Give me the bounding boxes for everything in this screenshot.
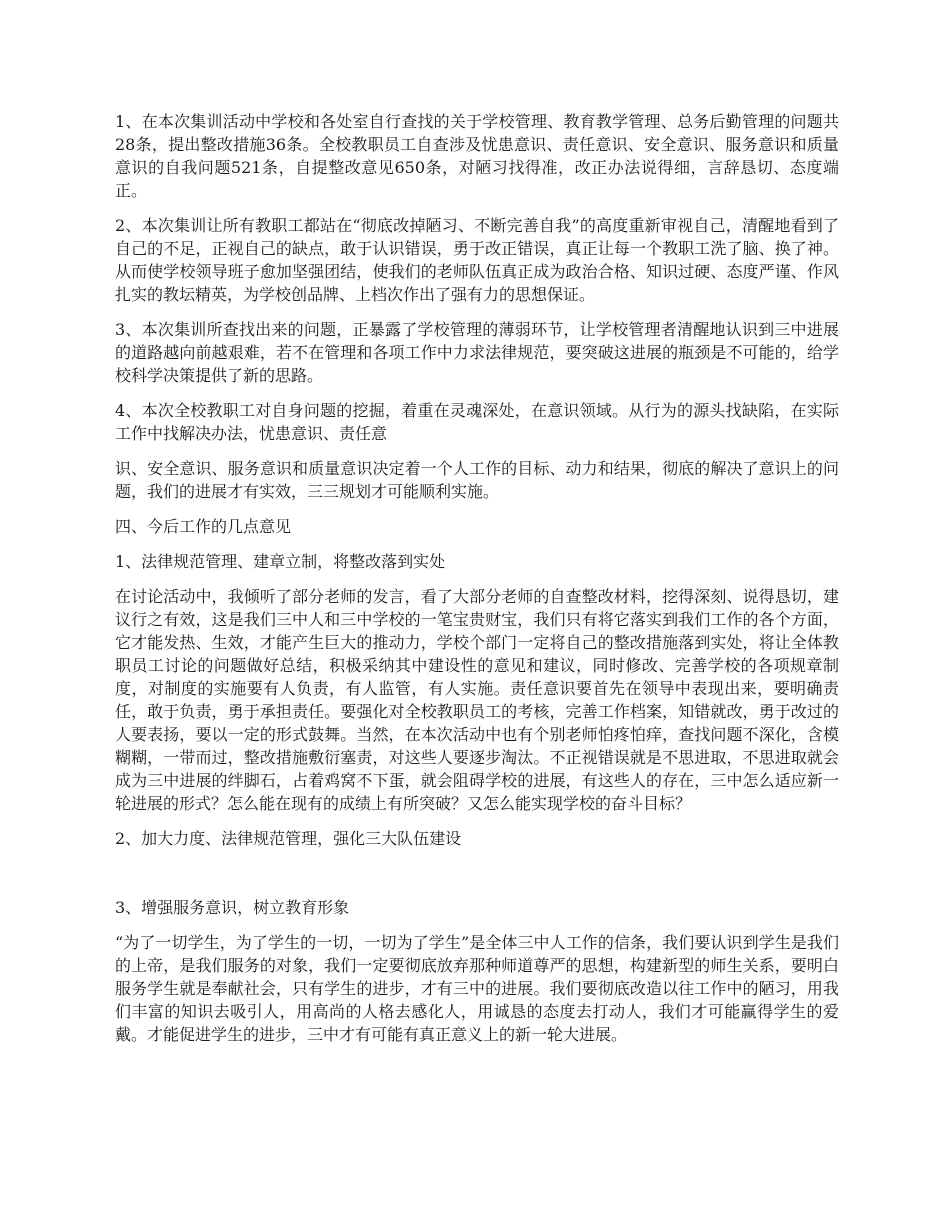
subheading-3: 3、增强服务意识，树立教育形象 — [115, 898, 350, 917]
subheading-2: 2、加大力度、法律规范管理，强化三大队伍建设 — [115, 829, 462, 848]
paragraph-summary-1: 1、在本次集训活动中学校和各处室自行查找的关于学校管理、教育教学管理、总务后勤管理的问题共28条，提出整改措施36条。全校教职员工自查涉及忧患意识、责任意识、安全意识、服务意识和质量意识的自我问题521条，自提整改意见650条，对陋习找得准，改正办法说得细，言辞恳切、态度端正。 — [115, 112, 839, 200]
paragraph-body-1: 在讨论活动中，我倾听了部分老师的发言，看了大部分老师的自查整改材料，挖得深刻、说得恳切，建议行之有效，这是我们三中人和三中学校的一笔宝贵财宝，我们只有将它落实到我们工作的各个方面，它才能发热、生效，才能产生巨大的推动力，学校个部门一定将自己的整改措施落到实处，将让全体教职员工讨论的问题做好总结，积极采纳其中建设性的意见和建议，同时修改、完善学校的各项规章制度，对制度的实施要有人负责，有人监管，有人实施。责任意识要首先在领导中表现出来，要明确责任，敢于负责，勇于承担责任。要强化对全校教职员工的考核，完善工作档案，知错就改，勇于改过的人要表扬，要以一定的形式鼓舞。当然，在本次活动中也有个别老师怕疼怕痒，查找问题不深化，含模糊糊，一带而过，整改措施敷衍塞责，对这些人要逐步淘汰。不正视错误就是不思进取，不思进取就会成为三中进展的绊脚石，占着鸡窝不下蛋，就会阻碍学校的进展，有这些人的存在，三中怎么适应新一轮进展的形式？怎么能在现有的成绩上有所突破？又怎么能实现学校的奋斗目标？ — [115, 587, 839, 813]
paragraph-summary-4: 4、本次全校教职工对自身问题的挖掘，着重在灵魂深处，在意识领域。从行为的源头找缺陷，在实际工作中找解决办法，忧患意识、责任意 — [115, 401, 839, 443]
section-heading: 四、今后工作的几点意见 — [115, 517, 292, 536]
document-body — [115, 110, 839, 1058]
paragraph-summary-2: 2、本次集训让所有教职工都站在“彻底改掉陋习、不断完善自我”的高度重新审视自己，清醒地看到了自己的不足，正视自己的缺点，敢于认识错误，勇于改正错误，真正让每一个教职工洗了脑、换了神。从而使学校领导班子愈加坚强团结，使我们的老师队伍真正成为政治合格、知识过硬、态度严谨、作风扎实的教坛精英，为学校创品牌、上档次作出了强有力的思想保证。 — [115, 216, 839, 304]
paragraph-summary-3: 3、本次集训所查找出来的问题，正暴露了学校管理的薄弱环节，让学校管理者清醒地认识到三中进展的道路越向前越艰难，若不在管理和各项工作中力求法律规范，要突破这进展的瓶颈是不可能的，给学校科学决策提供了新的思路。 — [115, 320, 839, 385]
subheading-1: 1、法律规范管理、建章立制，将整改落到实处 — [115, 552, 446, 571]
paragraph-body-3: “为了一切学生，为了学生的一切，一切为了学生”是全体三中人工作的信条，我们要认识到学生是我们的上帝，是我们服务的对象，我们一定要彻底放弃那种师道尊严的思想，构建新型的师生关系，要明白服务学生就是奉献社会，只有学生的进步，才有三中的进展。我们要彻底改造以往工作中的陋习，用我们丰富的知识去吸引人，用高尚的人格去感化人，用诚恳的态度去打动人，我们才可能赢得学生的爱戴。才能促进学生的进步，三中才有可能有真正意义上的新一轮大进展。 — [115, 933, 839, 1044]
paragraph-summary-4-continued: 识、安全意识、服务意识和质量意识决定着一个人工作的目标、动力和结果，彻底的解决了意识上的问题，我们的进展才有实效，三三规划才可能顺利实施。 — [115, 459, 839, 501]
